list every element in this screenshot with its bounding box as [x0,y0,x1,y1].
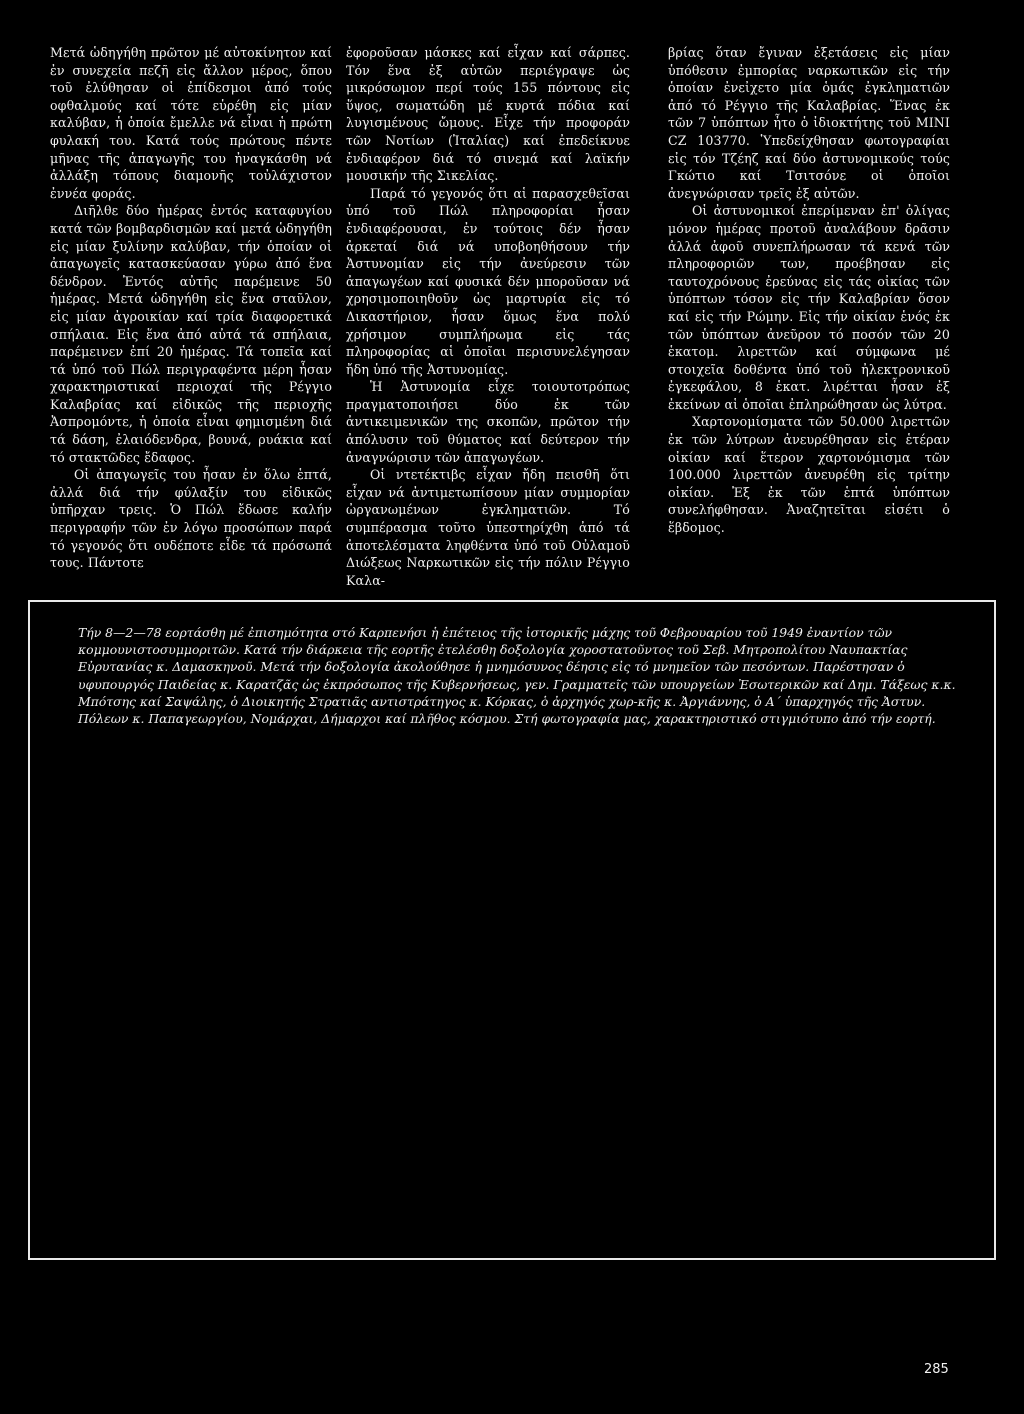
article-column-3 [668,44,950,537]
paragraph: Οἱ ντετέκτιβς εἶχαν ἤδη πεισθῆ ὅτι εἶχαν νά ἀντιμετωπίσουν μίαν συμμορίαν ὠργανωμένων ἐγκληματιῶν. Τό συμπέρασμα τοῦτο ὑπεστηρίχθη ἀπό τά ἀποτελέσματα ληφθέντα ὑπό τοῦ Οὐλαμοῦ Διώξεως Ναρκωτικῶν εἰς τήν πόλιν Ρέγγιο Καλα- [346,467,630,588]
paragraph: Ἡ Ἀστυνομία εἶχε τοιουτοτρόπως πραγματοποιήσει δύο ἐκ τῶν ἀντικειμενικῶν της σκοπῶν, πρῶτον τήν ἀπόλυσιν τοῦ θύματος καί δεύτερον τήν ἀναγνώρισιν τῶν ἀπαγωγέων. [346,379,630,465]
page-number: 285 [924,1362,949,1377]
photo-caption: Τήν 8—2—78 εορτάσθη μέ ἐπισημότητα στό Καρπενήσι ἡ ἐπέτειος τῆς ἱστορικῆς μάχης τοῦ Φεβρουαρίου τοῦ 1949 ἐναντίον τῶν κομμουνιστοσυμμοριτῶν. Κατά τήν διάρκεια τῆς εορτῆς ἐτελέσθη δοξολογία χοροστατοῦντος τοῦ Σεβ. Μητροπολίτου Ναυπακτίας Εὐρυτανίας κ. Δαμασκηνοῦ. Μετά τήν δοξολογία ἀκολούθησε ἡ μνημόσυνος δέησις εἰς τό μνημεῖον τῶν πεσόντων. Παρέστησαν ὁ υφυπουργός Παιδείας κ. Καρατζᾶς ὡς ἐκπρόσωπος τῆς Κυβερνήσεως, γεν. Γραμματεῖς τῶν υπουργείων Ἐσωτερικῶν καί Δημ. Τάξεως κ.κ. Μπότσης καί Σαψάλης, ὁ Διοικητής Στρατιᾶς αντιστράτηγος κ. Κόρκας, ὁ ἀρχηγός χωρ-κῆς κ. Ἀργιάννης, ὁ Α΄ ὑπαρχηγός τῆς Ἀστυν. Πόλεων κ. Παπαγεωργίου, Νομάρχαι, Δήμαρχοι καί πλῆθος κόσμου. Στή φωτογραφία μας, χαρακτηριστικό στιγμιότυπο ἀπό τήν εορτή. [78,625,956,727]
paragraph: Οἱ ἀπαγωγεῖς του ἦσαν ἐν ὅλω ἑπτά, ἀλλά διά τήν φύλαξίν του εἰδικῶς ὑπῆρχαν τρεις. Ὁ Πώλ ἔδωσε καλήν περιγραφήν τῶν ἐν λόγω προσώπων παρά τό γεγονός ὅτι ουδέποτε εἶδε τά πρόσωπά τους. Πάντοτε [50,467,332,571]
article-column-2 [346,44,630,589]
paragraph: Οἱ ἀστυνομικοί ἐπερίμεναν ἐπ' ὀλίγας μόνον ἡμέρας προτοῦ ἀναλάβουν δρᾶσιν ἀλλά ἀφοῦ συνεπλήρωσαν τά κενά τῶν πληροφοριῶν των, προέβησαν εἰς ταυτοχρόνους ἐρεύνας εἰς τάς οἰκίας τῶν ὑπόπτων τόσον εἰς τήν Καλαβρίαν ὅσον καί εἰς τήν Ρώμην. Εἰς τήν οἰκίαν ἑνός ἐκ τῶν ὑπόπτων ἀνεῦρον τό ποσόν τῶν 20 ἑκατομ. λιρεττῶν καί σύμφωνα μέ στοιχεῖα δοθέντα ὑπό τοῦ ἠλεκτρονικοῦ ἐγκεφάλου, 8 ἑκατ. λιρέτται ἦσαν ἐξ ἐκείνων αἱ ὁποῖαι ἐπληρώθησαν ὡς λύτρα. [668,203,950,412]
paragraph: Διῆλθε δύο ἡμέρας ἐντός καταφυγίου κατά τῶν βομβαρδισμῶν καί μετά ὡδηγήθη εἰς μίαν ξυλίνην καλύβαν, τήν ὁποίαν οἱ ἀπαγωγεῖς κατασκεύασαν γύρω ἀπό ἕνα δένδρον. Ἐντός αὐτῆς παρέμεινε 50 ἡμέρας. Μετά ὡδηγήθη εἰς ἕνα σταῦλον, εἰς μίαν ἀγροικίαν καί τρία διαφορετικά σπήλαια. Εἰς ἕνα ἀπό αὐτά τά σπήλαια, παρέμεινεν ἐπί 20 ἡμέρας. Τά τοπεῖα καί τά ὑπό τοῦ Πώλ περιγραφέντα μέρη ἦσαν χαρακτηριστικαί περιοχαί τῆς Ρέγγιο Καλαβρίας καί εἰδικῶς τῆς περιοχῆς Ἀσπρομόντε, ἡ ὁποία εἶναι φημισμένη διά τά δάση, ἐλαιόδενδρα, βουνά, ρυάκια καί τό στακτῶδες ἔδαφος. [50,203,332,465]
article-column-1 [50,44,332,572]
photo-caption-box [28,600,996,1260]
paragraph: ἐφοροῦσαν μάσκες καί εἶχαν καί σάρπες. Τόν ἕνα ἐξ αὐτῶν περιέγραψε ὡς μικρόσωμον περί τούς 155 πόντους εἰς ὕψος, σωματώδη μέ κυρτά πόδια καί λυγισμένους ὤμους. Εἶχε τήν προφοράν τῶν Νοτίων (Ἰταλίας) καί ἐπεδείκνυε ἐνδιαφέρον διά τό σινεμά καί λαϊκήν μουσικήν τῆς Σικελίας. [346,45,630,184]
paragraph: Μετά ὡδηγήθη πρῶτον μέ αὐτοκίνητον καί ἐν συνεχεία πεζῆ εἰς ἄλλον μέρος, ὅπου τοῦ ἐλύθησαν οἱ ἐπίδεσμοι ἀπό τούς οφθαλμούς καί τότε εὑρέθη εἰς μίαν καλύβαν, ἡ ὁποία ἔμελλε νά εἶναι ἡ πρώτη φυλακή του. Κατά τούς πρώτους πέντε μῆνας τῆς ἀπαγωγῆς του ἠναγκάσθη νά ἀλλάξη τόπους διαμονῆς τοὐλάχιστον ἐννέα φοράς. [50,45,332,201]
paragraph: Παρά τό γεγονός ὅτι αἱ παρασχεθεῖσαι ὑπό τοῦ Πώλ πληροφορίαι ἦσαν ἐνδιαφέρουσαι, ἐν τούτοις δέν ἦσαν ἀρκεταί διά νά υποβοηθήσουν τήν Ἀστυνομίαν εἰς τήν ἀνεύρεσιν τῶν ἀπαγωγέων καί φυσικά δέν μποροῦσαν νά χρησιμοποιηθοῦν ὡς μαρτυρία εἰς τό Δικαστήριον, ἦσαν ὅμως ἕνα πολύ χρήσιμον συμπλήρωμα εἰς τάς πληροφορίας αἱ ὁποῖαι περισυνελέγησαν ἤδη ὑπό τῆς Ἀστυνομίας. [346,185,630,377]
paragraph: Χαρτονομίσματα τῶν 50.000 λιρεττῶν ἐκ τῶν λύτρων ἀνευρέθησαν εἰς ἑτέραν οἰκίαν καί ἕτερον χαρτονόμισμα τῶν 100.000 λιρεττῶν ἀνευρέθη εἰς τρίτην οἰκίαν. Ἐξ ἐκ τῶν ἑπτά ὑπόπτων συνελήφθησαν. Ἀναζητεῖται εἰσέτι ὁ ἕβδομος. [668,414,950,536]
paragraph: βρίας ὅταν ἔγιναν ἐξετάσεις εἰς μίαν ὑπόθεσιν ἐμπορίας ναρκωτικῶν εἰς τήν ὁποίαν ἐνεἰχετο μία ὁμάς ἐγκληματιῶν ἀπό τό Ρέγγιο τῆς Καλαβρίας. Ἕνας ἐκ τῶν 7 ὑπόπτων ἦτο ὁ ἰδιοκτήτης τοῦ MINI CZ 103770. Ὑπεδείχθησαν φωτογραφίαι εἰς τόν Τζέηζ καί δύο ἀστυνομικούς τούς Γκώτιο καί Τσιτσόνε οἱ ὁποῖοι ἀνεγνώρισαν τρεῖς ἐξ αὐτῶν. [668,45,950,201]
